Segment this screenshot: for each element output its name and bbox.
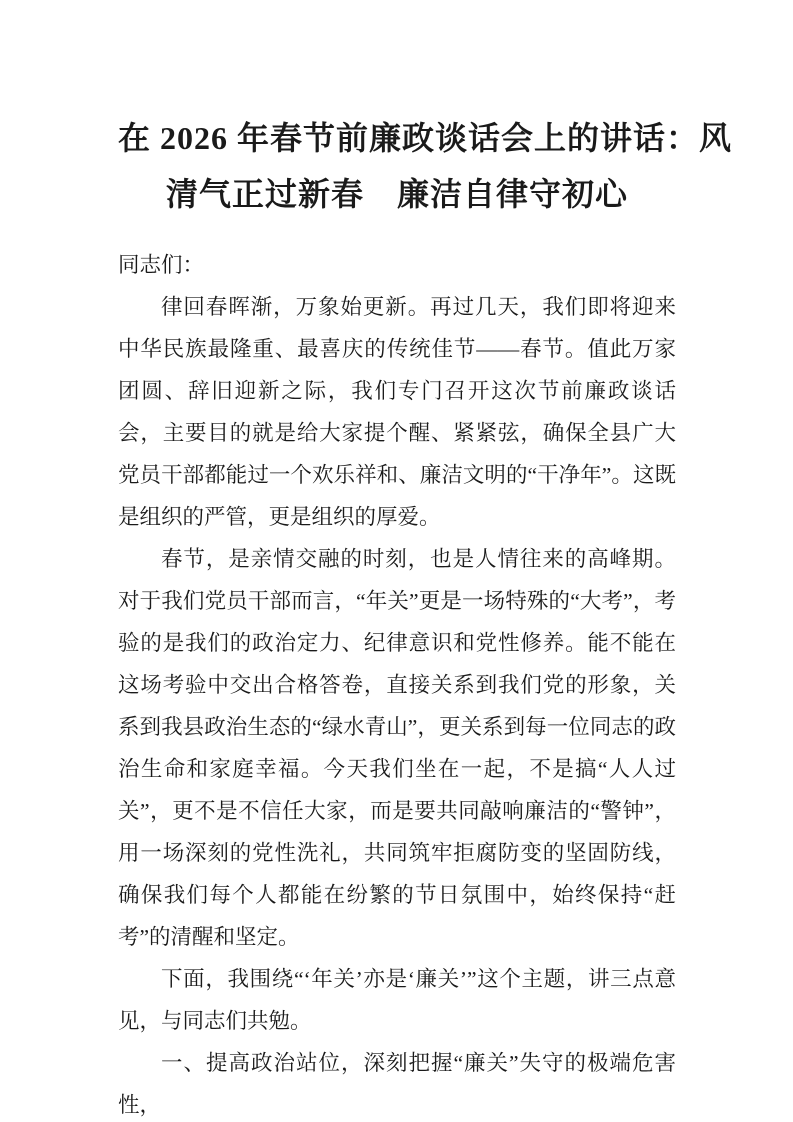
document-title — [118, 110, 733, 222]
document-body — [118, 244, 676, 1122]
paragraph-section-one-heading: 一、提高政治站位，深刻把握“廉关”失守的极端危害性， — [118, 1051, 676, 1117]
title-line-2: 清气正过新春 廉洁自律守初心 — [165, 176, 628, 212]
title-line-1: 在 2026 年春节前廉政谈话会上的讲话：风 — [118, 120, 733, 156]
salutation: 同志们： — [118, 253, 205, 277]
paragraph-spring-festival-test: 春节，是亲情交融的时刻，也是人情往来的高峰期。对于我们党员干部而言，“年关”更是一场特殊的“大考”，考验的是我们的政治定力、纪律意识和党性修养。能不能在这场考验中交出合格答卷，直接关系到我们党的形象，关系到我县政治生态的“绿水青山”，更关系到每一位同志的政治生命和家庭幸福。今天我们坐在一起，不是搞“人人过关”，更不是不信任大家，而是要共同敲响廉洁的“警钟”，用一场深刻的党性洗礼，共同筑牢拒腐防变的坚固防线，确保我们每个人都能在纷繁的节日氛围中，始终保持“赶考”的清醒和坚定。 — [118, 547, 676, 949]
paragraph-theme-intro: 下面，我围绕“‘年关’亦是‘廉关’”这个主题，讲三点意见，与同志们共勉。 — [118, 967, 676, 1033]
paragraph-opening: 律回春晖渐，万象始更新。再过几天，我们即将迎来中华民族最隆重、最喜庆的传统佳节——春节。值此万家团圆、辞旧迎新之际，我们专门召开这次节前廉政谈话会，主要目的就是给大家提个醒、紧紧弦，确保全县广大党员干部都能过一个欢乐祥和、廉洁文明的“干净年”。这既是组织的严管，更是组织的厚爱。 — [118, 295, 676, 529]
